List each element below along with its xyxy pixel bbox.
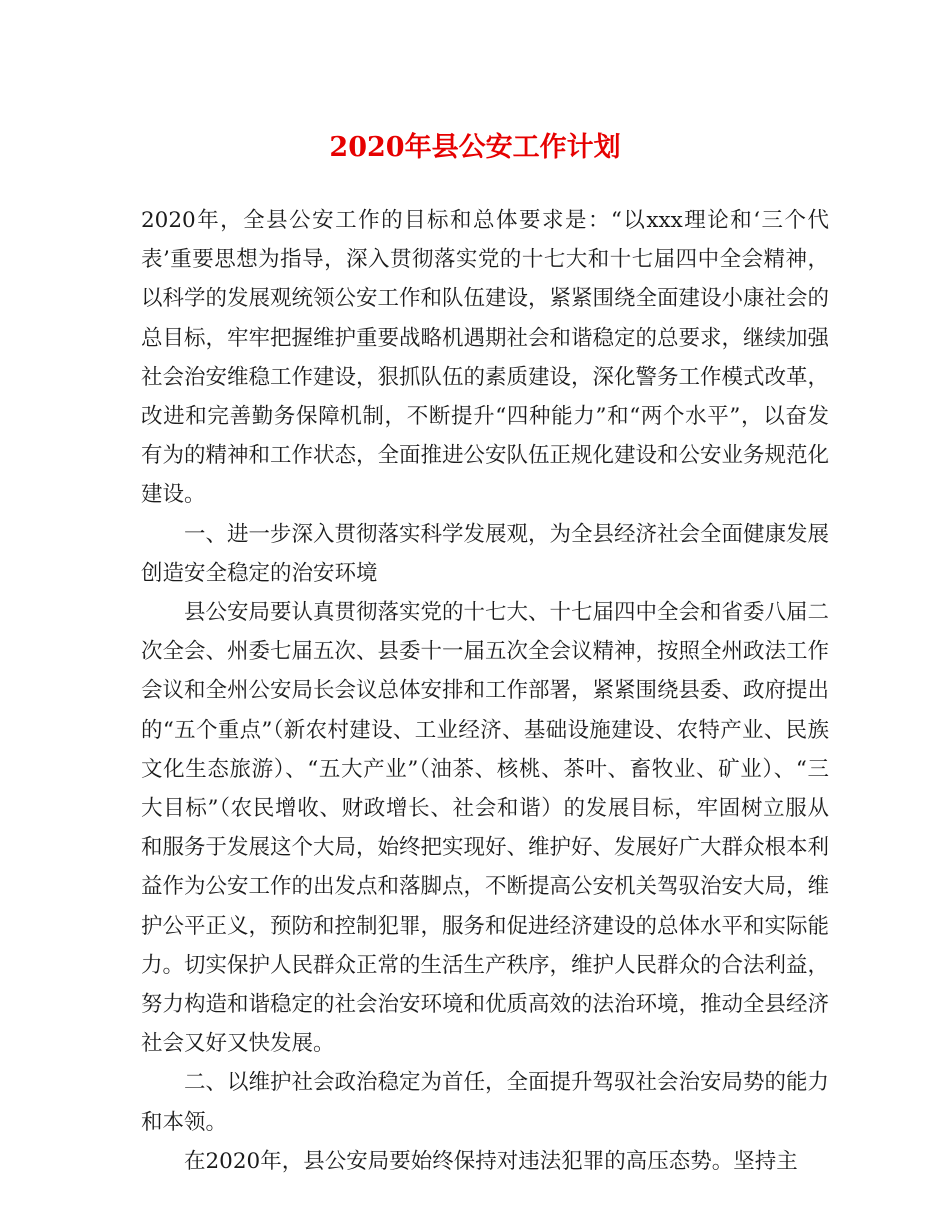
section-heading-1: 一、进一步深入贯彻落实科学发展观，为全县经济社会全面健康发展创造安全稳定的治安环境	[141, 521, 830, 586]
document-title: 2020年县公安工作计划	[329, 132, 621, 163]
paragraph-intro: 2020年，全县公安工作的目标和总体要求是：“以xxx理论和‘三个代表’重要思想为指导，深入贯彻落实党的十七大和十七届四中全会精神，以科学的发展观统领公安工作和队伍建设，紧紧围绕全面建设小康社会的总目标，牢牢把握维护重要战略机遇期社会和谐稳定的总要求，继续加强社会治安维稳工作建设，狠抓队伍的素质建设，深化警务工作模式改革，改进和完善勤务保障机制，不断提升“四种能力”和“两个水平”，以奋发有为的精神和工作状态，全面推进公安队伍正规化建设和公安业务规范化建设。	[141, 208, 830, 508]
paragraph-section-1: 县公安局要认真贯彻落实党的十七大、十七届四中全会和省委八届二次全会、州委七届五次、县委十一届五次全会议精神，按照全州政法工作会议和全州公安局长会议总体安排和工作部署，紧紧围绕县委、政府提出的“五个重点”（新农村建设、工业经济、基础设施建设、农特产业、民族文化生态旅游）、“五大产业”（油茶、核桃、茶叶、畜牧业、矿业）、“三大目标”（农民增收、财政增长、社会和谐）的发展目标，牢固树立服从和服务于发展这个大局，始终把实现好、维护好、发展好广大群众根本利益作为公安工作的出发点和落脚点，不断提高公安机关驾驭治安大局，维护公平正义，预防和控制犯罪，服务和促进经济建设的总体水平和实际能力。切实保护人民群众正常的生活生产秩序，维护人民群众的合法利益，努力构造和谐稳定的社会治安环境和优质高效的法治环境，推动全县经济社会又好又快发展。	[141, 600, 830, 1057]
paragraph-section-2: 在2020年，县公安局要始终保持对违法犯罪的高压态势。坚持主	[184, 1148, 798, 1174]
section-heading-2: 二、以维护社会政治稳定为首任，全面提升驾驭社会治安局势的能力和本领。	[141, 1070, 830, 1135]
document-body	[141, 201, 829, 1181]
